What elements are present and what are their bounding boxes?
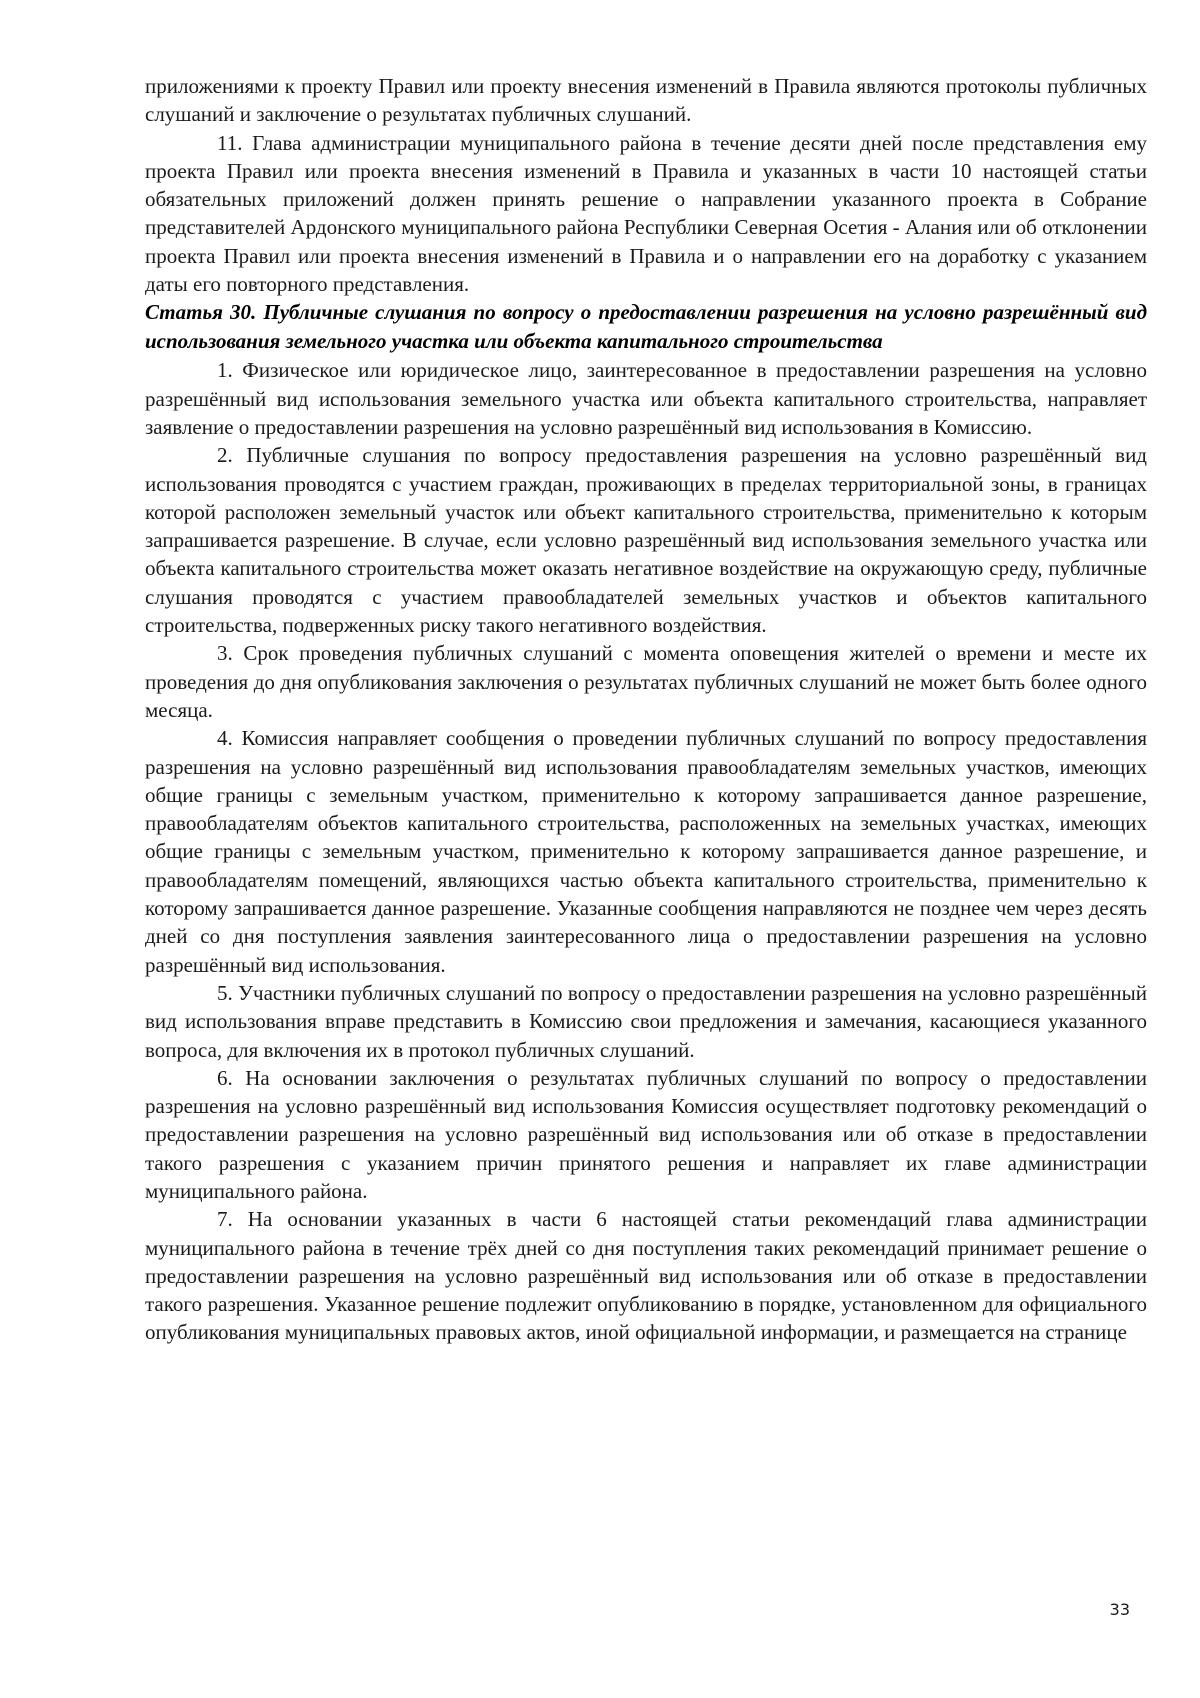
article-30-item-4: 4. Комиссия направляет сообщения о проведении публичных слушаний по вопросу предоставления разрешения на условно разрешённый вид использования правообладателям земельных участков, имеющих общие границы с земельным участком, применительно к которому запрашивается данное разрешение, правообладателям объектов капитального строительства, расположенных на земельных участках, имеющих общие границы с земельным участком, применительно к которому запрашивается данное разрешение, и правообладателям помещений, являющихся частью объекта капитального строительства, применительно к которому запрашивается данное разрешение. Указанные сообщения направляются не позднее чем через десять дней со дня поступления заявления заинтересованного лица о предоставлении разрешения на условно разрешённый вид использования. bbox=[145, 726, 1147, 977]
page-number: 33 bbox=[1109, 1600, 1130, 1619]
document-body bbox=[145, 72, 1147, 1347]
article-30-item-6: 6. На основании заключения о результатах публичных слушаний по вопросу о предоставлении разрешения на условно разрешённый вид использования Комиссия осуществляет подготовку рекомендаций о предоставлении разрешения на условно разрешённый вид использования или об отказе в предоставлении такого разрешения с указанием причин принятого решения и направляет их главе администрации муниципального района. bbox=[145, 1065, 1147, 1203]
article-30-item-7: 7. На основании указанных в части 6 настоящей статьи рекомендаций глава администрации муниципального района в течение трёх дней со дня поступления таких рекомендаций принимает решение о предоставлении разрешения на условно разрешённый вид использования или об отказе в предоставлении такого разрешения. Указанное решение подлежит опубликованию в порядке, установленном для официального опубликования муниципальных правовых актов, иной официальной информации, и размещается на странице bbox=[145, 1207, 1147, 1345]
article-30-item-3: 3. Срок проведения публичных слушаний с момента оповещения жителей о времени и месте их проведения до дня опубликования заключения о результатах публичных слушаний не может быть более одного месяца. bbox=[145, 641, 1147, 722]
article-30-item-2: 2. Публичные слушания по вопросу предоставления разрешения на условно разрешённый вид использования проводятся с участием граждан, проживающих в пределах территориальной зоны, в границах которой расположен земельный участок или объект капитального строительства, применительно к которым запрашивается разрешение. В случае, если условно разрешённый вид использования земельного участка или объекта капитального строительства может оказать негативное воздействие на окружающую среду, публичные слушания проводятся с участием правообладателей земельных участков и объектов капитального строительства, подверженных риску такого негативного воздействия. bbox=[145, 443, 1147, 638]
article-30-item-5: 5. Участники публичных слушаний по вопросу о предоставлении разрешения на условно разрешённый вид использования вправе представить в Комиссию свои предложения и замечания, касающиеся указанного вопроса, для включения их в протокол публичных слушаний. bbox=[145, 980, 1147, 1062]
article-30-item-1: 1. Физическое или юридическое лицо, заинтересованное в предоставлении разрешения на условно разрешённый вид использования земельного участка или объекта капитального строительства, направляет заявление о предоставлении разрешения на условно разрешённый вид использования в Комиссию. bbox=[145, 358, 1147, 439]
paragraph-continuation: приложениями к проекту Правил или проекту внесения изменений в Правила являются протоколы публичных слушаний и заключение о результатах публичных слушаний. bbox=[145, 74, 1147, 127]
article-30-heading: Статья 30. Публичные слушания по вопросу о предоставлении разрешения на условно разрешённый вид использования земельного участка или объекта капитального строительства bbox=[145, 300, 1147, 354]
paragraph-item-11: 11. Глава администрации муниципального района в течение десяти дней после представления ему проекта Правил или проекта внесения изменений в Правила и указанных в части 10 настоящей статьи обязательных приложений должен принять решение о направлении указанного проекта в Собрание представителей Ардонского муниципального района Республики Северная Осетия - Алания или об отклонении проекта Правил или проекта внесения изменений в Правила и о направлении его на доработку с указанием даты его повторного представления. bbox=[145, 130, 1147, 297]
